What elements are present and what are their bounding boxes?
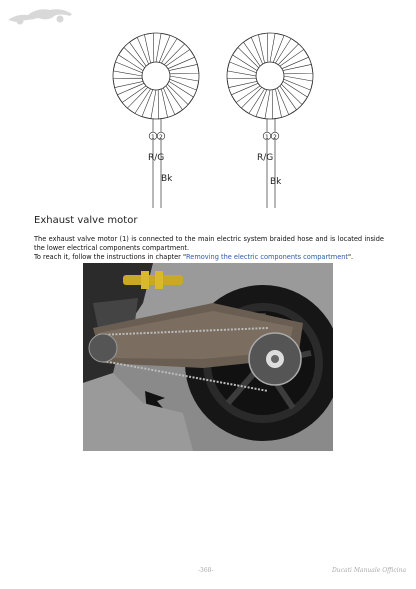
footer-brand: Ducati Manuale Officina <box>332 567 407 574</box>
right-fan-blade <box>284 76 313 90</box>
right-pin-1-label: 1 <box>265 134 269 141</box>
left-fan-blade <box>142 90 156 119</box>
right-fan-blade <box>270 33 284 62</box>
right-fan-blade <box>258 33 267 63</box>
right-fan-blade <box>272 89 281 119</box>
left-fan-blade <box>144 33 153 63</box>
wiring-diagram <box>100 28 330 210</box>
right-fan-blade <box>275 39 298 65</box>
right-fan-blade <box>227 78 257 87</box>
paragraph-2 <box>34 253 384 262</box>
left-fan-blade <box>113 78 143 87</box>
left-fan-blade <box>119 47 145 70</box>
left-pin-2-label: 2 <box>159 134 163 141</box>
right-fan-blade <box>256 90 270 119</box>
motorcycle-swingarm-rear-wheel-photo <box>83 263 333 451</box>
right-wire-black-label: Bk <box>270 177 282 187</box>
body-text <box>34 235 384 262</box>
left-fan-outer-ring <box>113 33 199 119</box>
paragraph-2-prefix: To reach it, follow the instructions in chapter " <box>34 253 186 261</box>
left-fan-blade <box>169 64 199 73</box>
left-fan-blade <box>113 62 142 76</box>
paragraph-2-suffix: ". <box>348 253 354 261</box>
chapter-link[interactable]: Removing the electric components compartment <box>186 253 349 261</box>
ducati-monster-silhouette-icon <box>6 4 76 26</box>
paragraph-1: The exhaust valve motor (1) is connected to the main electric system braided hose and is located inside the lower electrical components compartment. <box>34 235 384 252</box>
left-fan-blade <box>158 89 167 119</box>
left-pin-1-label: 1 <box>151 134 155 141</box>
section-title: Exhaust valve motor <box>34 215 138 226</box>
left-fan-blade <box>170 76 199 90</box>
page-number: -368- <box>198 567 214 574</box>
left-fan-blade <box>127 87 150 113</box>
left-fan-blade <box>161 39 184 65</box>
right-wire-color-label: R/G <box>257 153 274 163</box>
right-fan-blade <box>233 47 259 70</box>
right-fan-blade <box>227 62 256 76</box>
right-fan-blade <box>283 64 313 73</box>
left-wire-color-label: R/G <box>148 153 165 163</box>
right-fan-blade <box>281 81 307 104</box>
right-pin-2-label: 2 <box>273 134 277 141</box>
left-fan-blade <box>156 33 170 62</box>
left-wire-black-label: Bk <box>161 174 173 184</box>
right-fan-blade <box>241 87 264 113</box>
right-fan-outer-ring <box>227 33 313 119</box>
left-fan-blade <box>167 81 193 104</box>
